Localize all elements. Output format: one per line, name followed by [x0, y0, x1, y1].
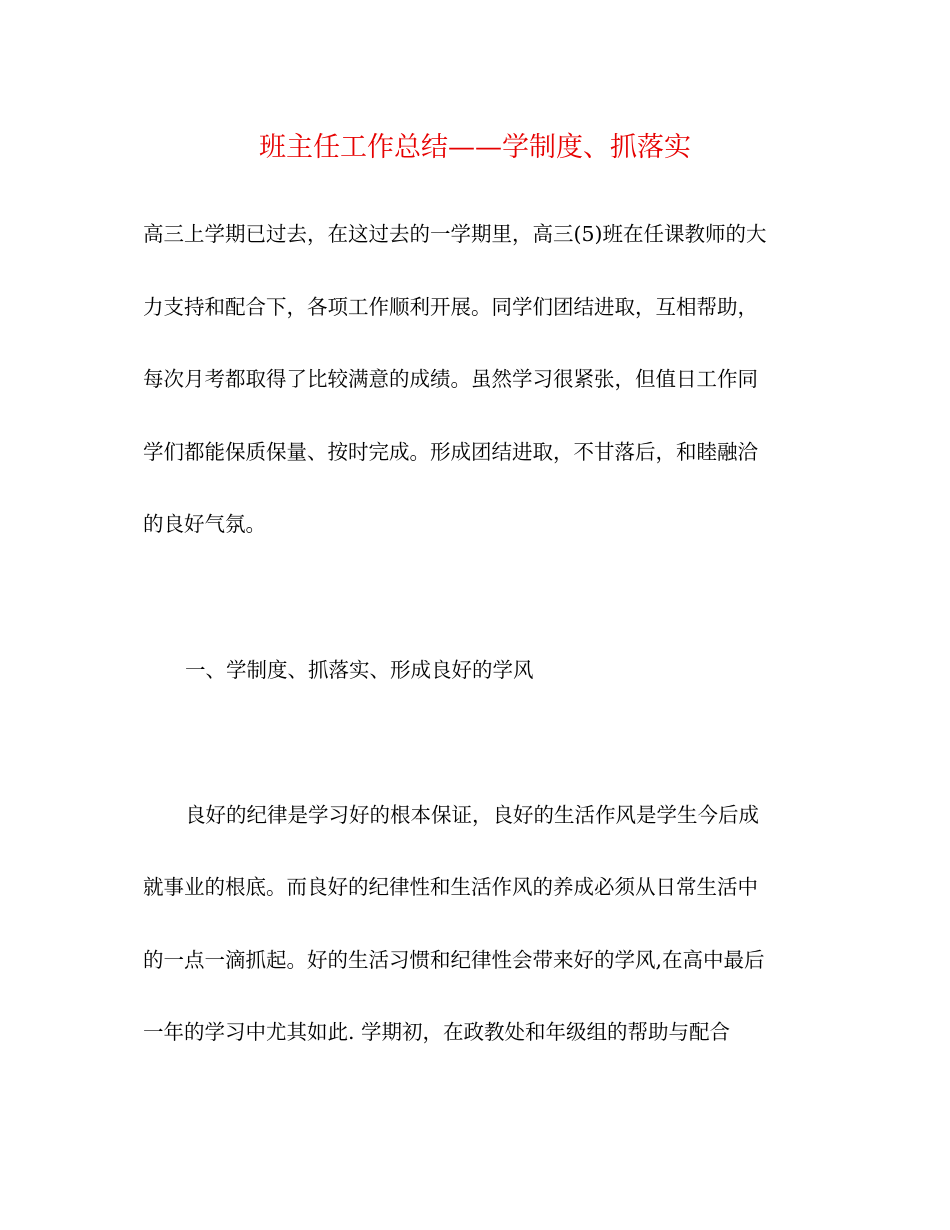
- paragraph1-line-2: 力支持和配合下，各项工作顺利开展。同学们团结进取，互相帮助，: [143, 295, 758, 319]
- document-title: 班主任工作总结——学制度、抓落实: [259, 132, 691, 163]
- paragraph2-line-4: 一年的学习中尤其如此. 学期初，在政教处和年级组的帮助与配合: [143, 1020, 731, 1044]
- section1-heading: 一、学制度、抓落实、形成良好的学风: [185, 658, 534, 682]
- paragraph2-line-1: 良好的纪律是学习好的根本保证，良好的生活作风是学生今后成: [185, 803, 759, 827]
- paragraph1-line-1: 高三上学期已过去，在这过去的一学期里，高三(5)班在任课教师的大: [143, 222, 767, 246]
- paragraph1-line-4: 学们都能保质保量、按时完成。形成团结进取，不甘落后，和睦融洽: [143, 440, 758, 464]
- paragraph2-line-2: 就事业的根底。而良好的纪律性和生活作风的养成必须从日常生活中: [143, 875, 758, 899]
- paragraph1-line-5: 的良好气氛。: [143, 512, 266, 536]
- paragraph1-line-3: 每次月考都取得了比较满意的成绩。虽然学习很紧张，但值日工作同: [143, 367, 758, 391]
- paragraph2-line-3: 的一点一滴抓起。好的生活习惯和纪律性会带来好的学风,在高中最后: [143, 948, 765, 972]
